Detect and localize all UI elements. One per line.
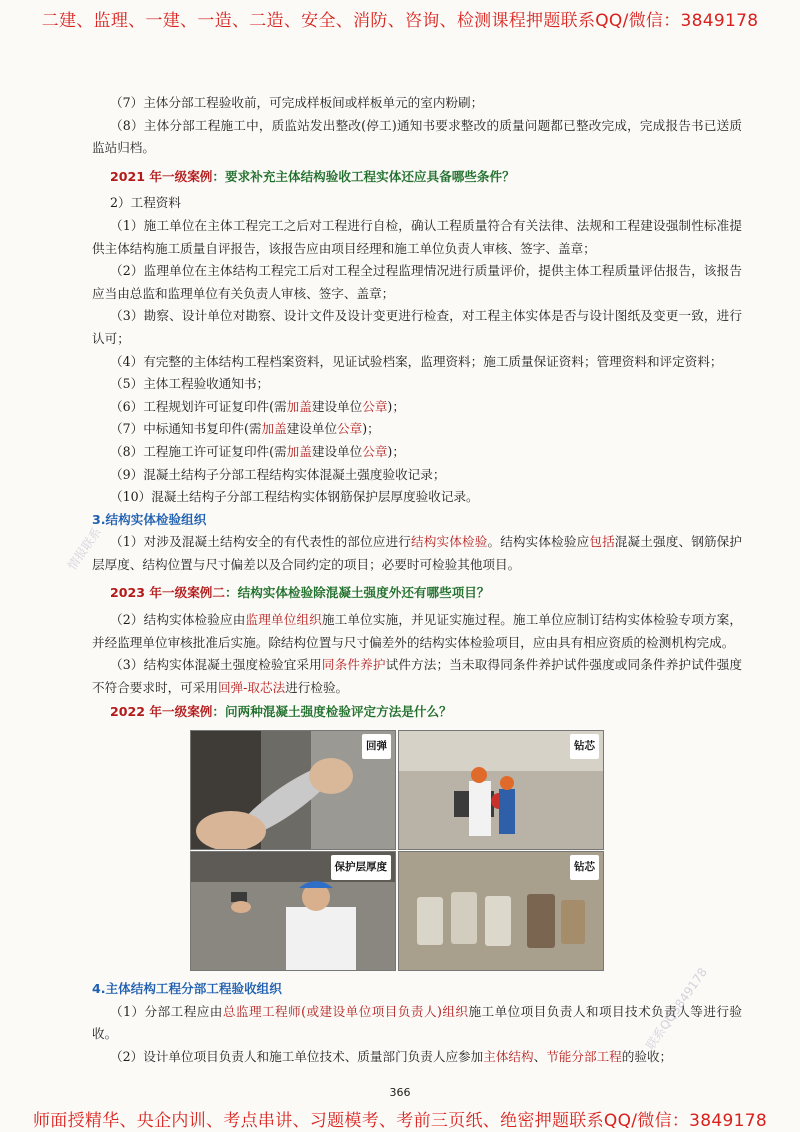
s4p1-highlight: 总监理工程师(或建设单位项目负责人)组织 [222,1003,469,1019]
s4p1-text: （1）分部工程应由 [110,1003,223,1019]
photo-cover-thickness-label: 保护层厚度 [331,855,392,880]
docs-item-8-end: )； [387,443,405,459]
photo-rebound-label: 回弹 [362,734,391,759]
section-3-para-3 [92,654,742,699]
case-2021-year: 2021 年一级案例 [110,168,213,184]
docs-item-7-text: （7）中标通知书复印件(需 [110,421,262,437]
photo-coring-2-label: 钻芯 [570,855,599,880]
section-3-para-2 [92,609,742,654]
docs-item-8 [92,441,742,464]
s3p2-text2: 施工单位实施，并见证实施过程。施工单位应制订结构实体检验专项方案，并经监理单位审核批准后实施。除结构位置与尺寸偏差外的结构实体检验项目，应由具有相应资质的检测机构完成。 [92,612,742,650]
docs-item-1: （1）施工单位在主体工程完工之后对工程进行自检，确认工程质量符合有关法律、法规和工程建设强制性标准提供主体结构施工质量自评报告，该报告应由项目经理和施工单位负责人审核、签字、盖章； [92,217,742,256]
docs-item-7-highlight: 加盖 [261,421,287,437]
docs-item-6-text: （6）工程规划许可证复印件(需 [110,398,287,414]
s3p1-highlight: 结构实体检验 [411,534,488,550]
watermark-left: 情报联系 [64,525,104,573]
docs-item-6-end: )； [387,398,405,414]
s3p3-text3: 进行检验。 [285,679,349,695]
s4p2-highlight: 主体结构 [483,1048,534,1064]
s3p1-highlight2: 包括 [589,534,615,550]
photo-rebound [190,730,396,850]
section-3-title: 3.结构实体检验组织 [92,511,207,527]
case-2023 [92,582,742,605]
s3p3-highlight2: 回弹-取芯法 [217,679,286,695]
section-4-title: 4.主体结构工程分部工程验收组织 [92,981,282,997]
docs-item-8-text: （8）工程施工许可证复印件(需 [110,443,287,459]
section-3-para-1 [92,531,742,576]
top-banner: 二建、监理、一建、一造、二造、安全、消防、咨询、检测课程押题联系QQ/微信：3849178 [41,11,759,31]
docs-item-3: （3）勘察、设计单位对勘察、设计文件及设计变更进行检查，对工程主体实体是否与设计图纸及变更一致，进行认可； [92,308,742,346]
photo-coring-2 [398,851,604,971]
s3p2-text: （2）结构实体检验应由 [110,612,246,628]
s4p2-end: 的验收； [621,1048,673,1064]
case-2022 [92,701,742,724]
watermark-right: 联系QQ3849178 [643,965,710,1053]
case-2023-year: 2023 年一级案例二 [110,585,225,601]
case-2022-year: 2022 年一级案例 [110,704,213,720]
docs-item-2: （2）监理单位在主体结构工程完工后对工程全过程监理情况进行质量评价，提供主体工程质量评估报告，该报告应当由总监和监理单位有关负责人审核、签字、盖章； [92,263,742,301]
docs-item-4: （4）有完整的主体结构工程档案资料，见证试验档案，监理资料；施工质量保证资料；管理资料和评定资料； [110,353,723,369]
s4p1-text2: 施工单位项目负责人和项目技术负责人等进行验收。 [92,1003,743,1042]
intro-item-8: （8）主体分部工程施工中，质监站发出整改(停工)通知书要求整改的质量问题都已整改完成，完成报告书已送质监站归档。 [92,117,742,156]
docs-item-8-highlight2: 公章 [362,443,388,459]
photo-cover-thickness [190,851,396,971]
docs-item-6-highlight: 加盖 [286,398,312,414]
photo-coring-1 [398,730,604,850]
docs-item-7-text2: 建设单位 [286,421,338,437]
s3p3-text: （3）结构实体混凝土强度检验宜采用 [110,657,322,673]
photo-grid [190,730,604,970]
s3p3-highlight: 同条件养护 [321,657,386,673]
intro-item-7: （7）主体分部工程验收前，可完成样板间或样板单元的室内粉刷； [110,95,484,110]
docs-item-7-highlight2: 公章 [337,421,363,437]
s3p1-text: （1）对涉及混凝土结构安全的有代表性的部位应进行 [110,534,412,550]
docs-item-7 [92,418,742,441]
docs-item-7-end: )； [362,421,380,437]
docs-item-5: （5）主体工程验收通知书； [110,376,270,392]
docs-item-8-text2: 建设单位 [311,443,363,459]
bottom-banner: 师面授精华、央企内训、考点串讲、习题模考、考前三页纸、绝密押题联系QQ/微信：3849178 [33,1111,767,1131]
page-number: 366 [389,1086,411,1099]
case-2021-question: ：要求补充主体结构验收工程实体还应具备哪些条件？ [212,168,515,184]
docs-item-10: （10）混凝土结构子分部工程结构实体钢筋保护层厚度验收记录。 [110,489,479,505]
page-content [92,92,742,1068]
case-2023-question: ：结构实体检验除混凝土强度外还有哪些项目？ [225,585,490,601]
docs-item-6 [92,396,742,419]
s3p3-text2: 试件方法；当未取得同条件养护试件强度或同条件养护试件强度不符合要求时，可采用 [92,657,742,695]
s3p2-highlight: 监理单位组织 [245,612,322,628]
s4p2-text: （2）设计单位项目负责人和施工单位技术、质量部门负责人应参加 [110,1048,484,1064]
docs-item-6-text2: 建设单位 [311,398,363,414]
docs-heading: 2）工程资料 [110,195,181,211]
docs-item-6-highlight2: 公章 [362,398,388,414]
s3p1-text3: 混凝土强度、钢筋保护层厚度、结构位置与尺寸偏差以及合同约定的项目；必要时可检验其他项目。 [92,534,742,572]
docs-item-9: （9）混凝土结构子分部工程结构实体混凝土强度验收记录； [110,466,446,482]
s4p2-highlight2: 节能分部工程 [546,1048,622,1064]
docs-item-8-highlight: 加盖 [286,443,312,459]
s3p1-text2: 。结构实体检验应 [487,534,590,550]
s4p2-sep: 、 [533,1048,547,1064]
case-2021 [92,166,742,189]
case-2022-question: ：问两种混凝土强度检验评定方法是什么？ [212,704,452,720]
photo-coring-1-label: 钻芯 [570,734,599,759]
section-4-para-2 [92,1046,742,1069]
